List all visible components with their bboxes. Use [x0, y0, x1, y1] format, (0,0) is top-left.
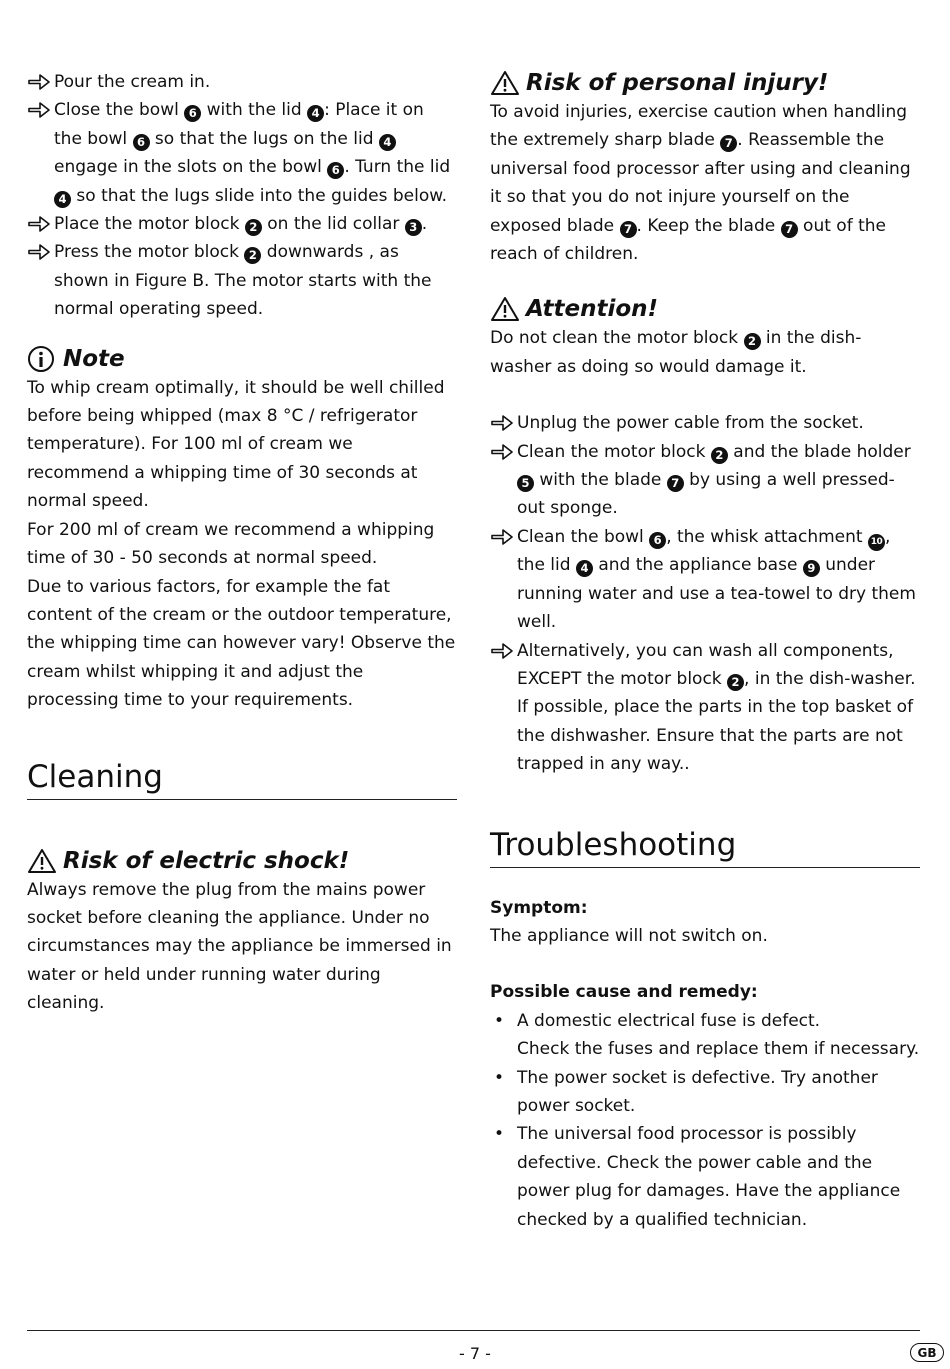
part-number-7-icon: 7: [620, 221, 637, 238]
page-number: - 7 -: [459, 1344, 491, 1363]
arrow-right-icon: [27, 96, 52, 124]
note-body: [27, 374, 457, 715]
footer-rule: [27, 1330, 920, 1331]
part-number-6-icon: 6: [327, 162, 344, 179]
left-column: [27, 68, 457, 1018]
assembly-step-2: [27, 96, 457, 210]
assembly-step-text: Press the motor block 2 downwards , as shown in Figure B. The motor starts with the normal operating speed.: [54, 242, 432, 320]
bullet-icon: •: [494, 1124, 505, 1145]
cleaning-step-1: [490, 409, 920, 437]
info-icon: [27, 345, 55, 373]
part-number-5-icon: 5: [517, 475, 534, 492]
electric-shock-warning-text: Always remove the plug from the mains power socket before cleaning the appliance. Under no circumstances may the appliance be immersed in water or held under running water during cleaning.: [27, 879, 452, 1014]
assembly-step-text: Close the bowl 6 with the lid 4 : Place it on the bowl 6 so that the lugs on the lid 4 engage in the slots on the bowl 6 . Turn the lid 4 so that the lugs slide into the guides below.: [54, 100, 451, 206]
part-number-7-icon: 7: [720, 135, 737, 152]
cleaning-step-text: Alternatively, you can wash all components, EXCEPT the motor block 2 , in the dish-washer. If possible, place the parts in the top basket of the dishwasher. Ensure that the parts are not trapped in any way..: [517, 640, 916, 775]
assembly-step-4: [27, 238, 457, 323]
symptom-label: Symptom:: [490, 897, 588, 918]
cleaning-steps: [490, 409, 920, 778]
assembly-step-1: [27, 68, 457, 96]
cleaning-step-2: [490, 438, 920, 523]
note-paragraph-3: Due to various factors, for example the fat content of the cream or the outdoor temperature, the whipping time can however vary! Observe the cream whilst whipping it and adjust the processing time to your requirements.: [27, 576, 456, 711]
part-number-3-icon: 3: [405, 219, 422, 236]
assembly-step-3: [27, 210, 457, 238]
cause-label: Possible cause and remedy:: [490, 982, 758, 1003]
bullet-icon: •: [494, 1067, 505, 1088]
note-title: Note: [63, 345, 125, 372]
part-number-9-icon: 9: [803, 560, 820, 577]
bullet-icon: •: [494, 1010, 505, 1031]
troubleshooting-heading: Troubleshooting: [490, 825, 920, 868]
part-number-4-icon: 4: [379, 134, 396, 151]
cleaning-step-text: Unplug the power cable from the socket.: [517, 413, 864, 434]
part-number-6-icon: 6: [184, 105, 201, 122]
arrow-right-icon: [490, 637, 515, 665]
cleaning-step-3: [490, 523, 920, 637]
cleaning-step-text: Clean the motor block 2 and the blade holder 5 with the blade 7 by using a well pressed-out sponge.: [517, 441, 911, 519]
warning-triangle-icon: [27, 848, 57, 874]
part-number-10-icon: 10: [868, 534, 885, 551]
remedy-list: [490, 1007, 920, 1234]
injury-warning-text: To avoid injuries, exercise caution when handling the extremely sharp blade 7 . Reassemble the universal food processor after using and cleaning it so that you do not injure yourself on the exposed blade 7 . Keep the blade 7 out of the reach of children.: [490, 102, 911, 265]
arrow-right-icon: [27, 210, 52, 238]
note-paragraph-1: To whip cream optimally, it should be well chilled before being whipped (max 8 °C / refrigerator temperature). For 100 ml of cream we recommend a whipping time of 30 seconds at normal speed.: [27, 377, 445, 512]
electric-shock-warning-heading: [27, 846, 457, 876]
remedy-item-1: • A domestic electrical fuse is defect. Check the fuses and replace them if necessary.: [490, 1007, 920, 1064]
language-badge: GB: [910, 1343, 944, 1362]
arrow-right-icon: [490, 438, 515, 466]
symptom-text: The appliance will not switch on.: [490, 925, 768, 946]
attention-title: Attention!: [526, 296, 659, 323]
assembly-steps: [27, 68, 457, 324]
electric-shock-warning-title: Risk of electric shock!: [63, 847, 350, 874]
part-number-6-icon: 6: [133, 134, 150, 151]
assembly-step-text: Pour the cream in.: [54, 72, 211, 92]
injury-warning-heading: [490, 68, 920, 98]
part-number-4-icon: 4: [54, 191, 71, 208]
part-number-7-icon: 7: [781, 221, 798, 238]
arrow-right-icon: [490, 523, 515, 551]
part-number-7-icon: 7: [667, 475, 684, 492]
part-number-4-icon: 4: [307, 105, 324, 122]
part-number-4-icon: 4: [576, 560, 593, 577]
part-number-6-icon: 6: [649, 532, 666, 549]
note-heading: [27, 344, 457, 374]
cleaning-step-text: Clean the bowl 6 , the whisk attachment 10 , the lid 4 and the appliance base 9 under running water and use a tea-towel to dry them well.: [517, 526, 916, 633]
part-number-2-icon: 2: [727, 674, 744, 691]
remedy-item-2: • The power socket is defective. Try another power socket.: [490, 1064, 920, 1121]
arrow-right-icon: [490, 409, 515, 437]
arrow-right-icon: [27, 68, 52, 96]
cleaning-heading: Cleaning: [27, 757, 457, 800]
part-number-2-icon: 2: [244, 247, 261, 264]
attention-heading: [490, 294, 920, 324]
attention-text: Do not clean the motor block 2 in the dish-washer as doing so would damage it.: [490, 328, 862, 377]
part-number-2-icon: 2: [711, 447, 728, 464]
warning-triangle-icon: [490, 70, 520, 96]
warning-triangle-icon: [490, 296, 520, 322]
part-number-2-icon: 2: [744, 333, 761, 350]
remedy-item-3: • The universal food processor is possibly defective. Check the power cable and the power plug for damages. Have the appliance checked by a qualified technician.: [490, 1120, 920, 1234]
assembly-step-text: Place the motor block 2 on the lid collar 3 .: [54, 214, 428, 235]
part-number-2-icon: 2: [245, 219, 262, 236]
arrow-right-icon: [27, 238, 52, 266]
cleaning-step-4: [490, 637, 920, 779]
right-column: [490, 68, 920, 1234]
injury-warning-title: Risk of personal injury!: [526, 70, 829, 96]
note-paragraph-2: For 200 ml of cream we recommend a whipping time of 30 - 50 seconds at normal speed.: [27, 519, 435, 569]
